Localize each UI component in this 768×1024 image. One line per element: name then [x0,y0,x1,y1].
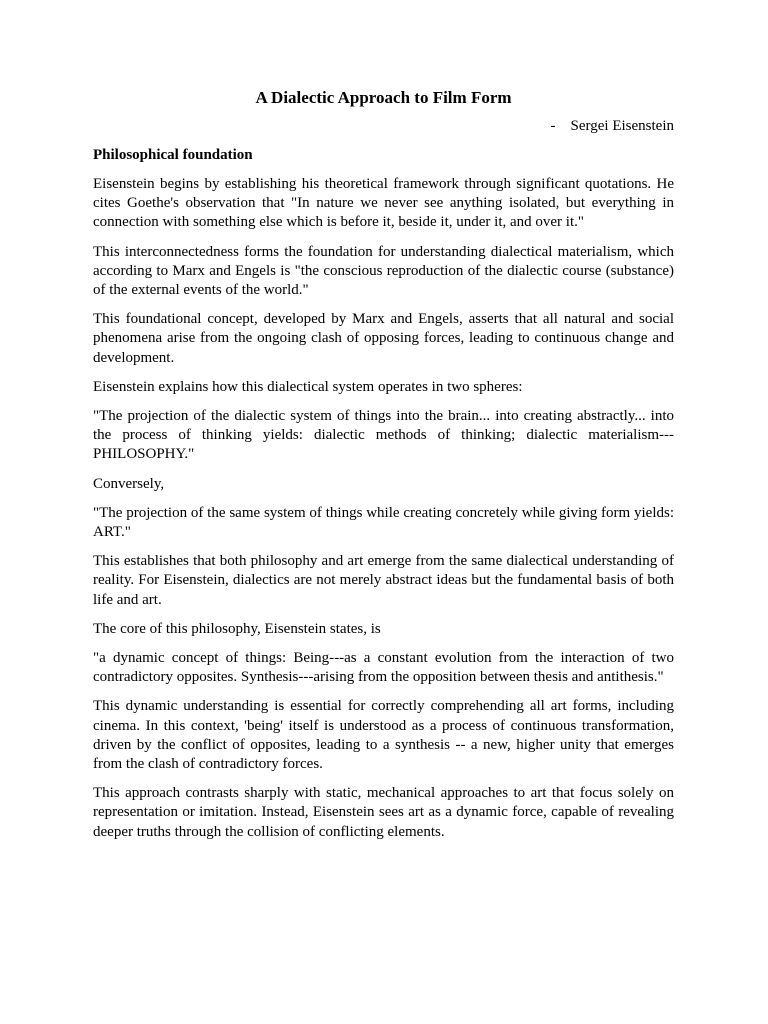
paragraph: Eisenstein begins by establishing his theoretical framework through significant quotations. He cites Goethe's observation that "In nature we never see anything isolated, but everything in connection with something else which is before it, beside it, under it, and over it." [93,176,674,231]
paragraph: This approach contrasts sharply with static, mechanical approaches to art that focus solely on representation or imitation. Instead, Eisenstein sees art as a dynamic force, capable of revealing deeper truths through the collision of conflicting elements. [93,785,674,840]
paragraph: The core of this philosophy, Eisenstein states, is [93,620,381,637]
paragraph: This establishes that both philosophy and art emerge from the same dialectical understanding of reality. For Eisenstein, dialectics are not merely abstract ideas but the fundamental basis of both life and art. [93,553,674,608]
document-title: A Dialectic Approach to Film Form [255,88,512,107]
paragraph: This foundational concept, developed by Marx and Engels, asserts that all natural and social phenomena arise from the ongoing clash of opposing forces, leading to continuous change and development. [93,311,674,366]
section-heading: Philosophical foundation [93,147,253,163]
author-dash: - [550,118,556,134]
paragraph: "The projection of the same system of things while creating concretely while giving form yields: ART." [93,504,674,541]
author-name: Sergei Eisenstein [570,118,674,134]
paragraph: This interconnectedness forms the foundation for understanding dialectical materialism, which according to Marx and Engels is "the conscious reproduction of the dialectic course (substance) of the external events of the world." [93,243,674,299]
paragraph: "The projection of the dialectic system of things into the brain... into creating abstractly... into the process of thinking yields: dialectic methods of thinking; dialectic materialism---PHILOSOPHY." [93,408,674,463]
paragraph: Eisenstein explains how this dialectical system operates in two spheres: [93,378,523,395]
paragraph: "a dynamic concept of things: Being---as a constant evolution from the interaction of two contradictory opposites. Synthesis---arising from the opposition between thesis and antithesis." [93,650,674,686]
paragraph: This dynamic understanding is essential for correctly comprehending all art forms, including cinema. In this context, 'being' itself is understood as a process of continuous transformation, driven by the conflict of opposites, leading to a synthesis -- a new, higher unity that emerges from the clash of contradictory forces. [93,698,674,773]
paragraph: Conversely, [93,475,165,492]
author-line [93,117,674,135]
